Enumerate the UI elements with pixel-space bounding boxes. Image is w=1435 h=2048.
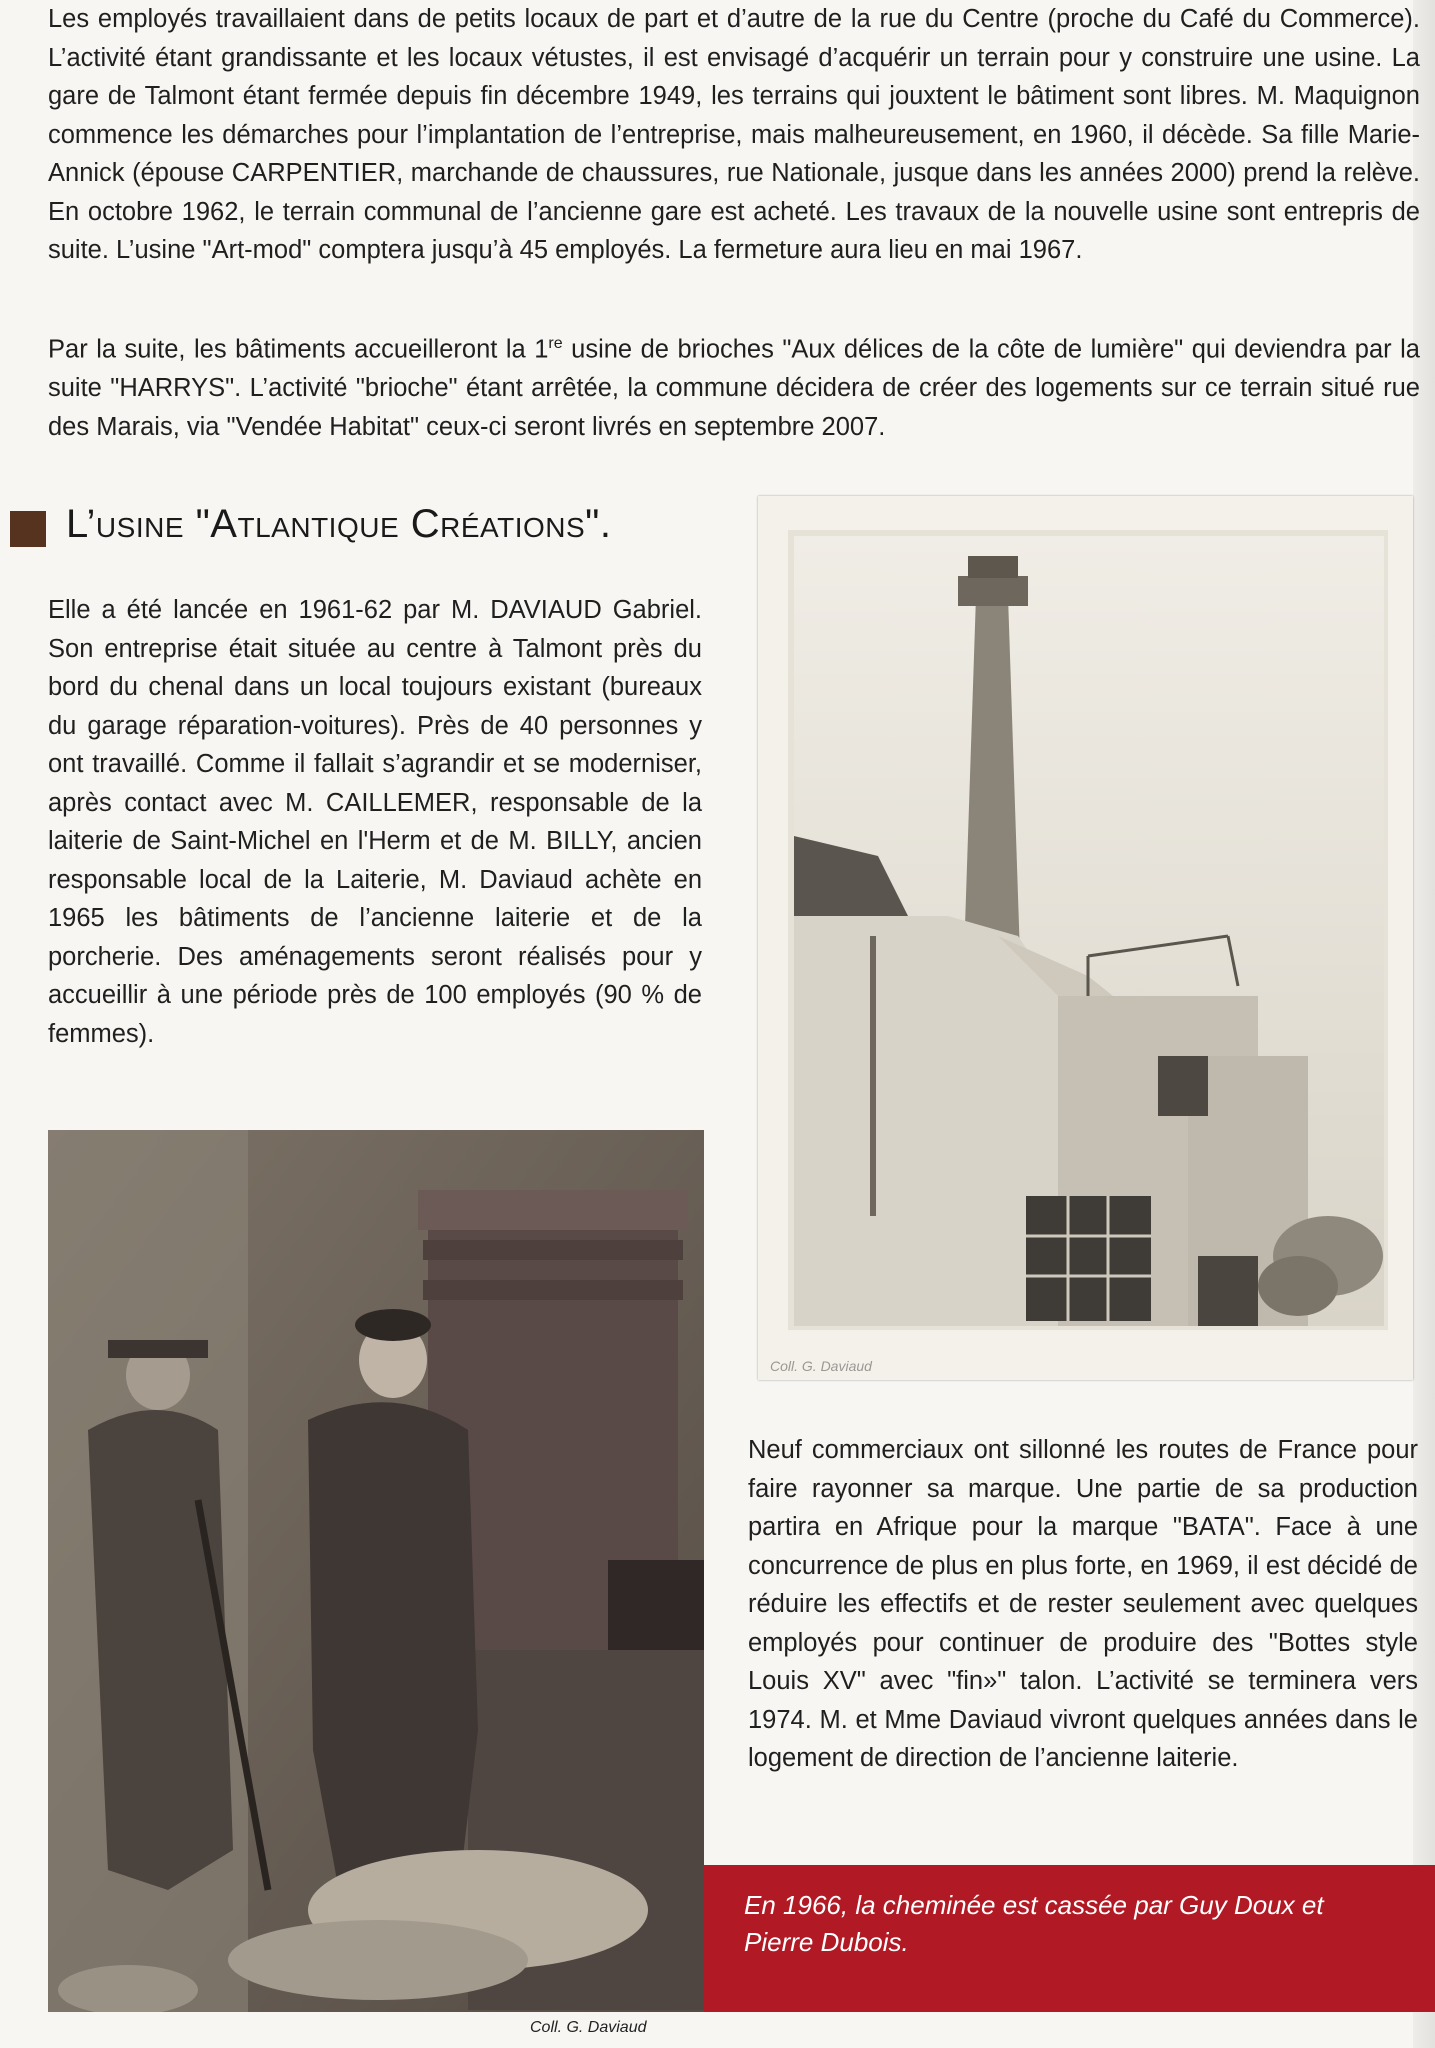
photo-credit: Coll. G. Daviaud bbox=[530, 2019, 647, 2036]
paragraph-brioches bbox=[48, 325, 1420, 446]
paragraph-atlantique-creations: Elle a été lancée en 1961-62 par M. DAVIAUD Gabriel. Son entreprise était située au centre à Talmont près du bord du chenal dans un local toujours existant (bureaux du garage réparation-voitures). Près de 40 personnes y ont travaillé. Comme il fallait s’agrandir et se moderniser, après contact avec M. CAILLEMER, responsable de la laiterie de Saint-Michel en l'Herm et de M. BILLY, ancien responsable local de la Laiterie, M. Daviaud achète en 1965 les bâtiments de l’ancienne laiterie et de la porcherie. Des aménagements seront réalisés pour y accueillir à une période près de 100 employés (90 % de femmes). bbox=[48, 596, 702, 1048]
photo-chimney-building bbox=[758, 496, 1413, 1380]
p2-after: usine de brioches "Aux délices de la côte de lumière" qui deviendra par la suite "HARRYS". L’activité "brioche" étant arrêtée, la commune décidera de créer des logements sur ce terrain situé rue des Marais, via "Vendée Habitat" ceux-ci seront livrés en septembre 2007. bbox=[48, 335, 1420, 441]
paragraph-art-mod: Les employés travaillaient dans de petits locaux de part et d’autre de la rue du Centre (proche du Café du Commerce). L’activité étant grandissante et les locaux vétustes, il est envisagé d’acquérir un terrain pour y construire une usine. La gare de Talmont étant fermée depuis fin décembre 1949, les terrains qui jouxtent le bâtiment sont libres. M. Maquignon commence les démarches pour l’implantation de l’entreprise, mais malheureusement, en 1960, il décède. Sa fille Marie-Annick (épouse CARPENTIER, marchande de chaussures, rue Nationale, jusque dans les années 2000) prend la relève. En octobre 1962, le terrain communal de l’ancienne gare est acheté. Les travaux de la nouvelle usine sont entrepris de suite. L’usine "Art-mod" comptera jusqu’à 45 employés. La fermeture aura lieu en mai 1967. bbox=[48, 5, 1420, 264]
heading-square-icon bbox=[10, 511, 46, 547]
paragraph-commerciaux: Neuf commerciaux ont sillonné les routes de France pour faire rayonner sa marque. Une partie de sa production partira en Afrique pour la marque "BATA". Face à une concurrence de plus en plus forte, en 1969, il est décidé de réduire les effectifs et de rester seulement avec quelques employés pour continuer de produire des "Bottes style Louis XV" avec "fin»" talon. L’activité se terminera vers 1974. M. et Mme Daviaud vivront quelques années dans le logement de direction de l’ancienne laiterie. bbox=[748, 1436, 1418, 1772]
caption-box bbox=[704, 1865, 1435, 2012]
photo-chimney-demolition bbox=[48, 1130, 704, 2012]
p2-before: Par la suite, les bâtiments accueilleront la 1 bbox=[48, 335, 549, 364]
p2-sup: re bbox=[548, 335, 563, 352]
photo-caption: En 1966, la cheminée est cassée par Guy Doux et Pierre Dubois. bbox=[744, 1890, 1324, 1957]
photo-credit-top: Coll. G. Daviaud bbox=[770, 1358, 872, 1374]
section-heading: L’usine "Atlantique Créations". bbox=[66, 502, 612, 546]
